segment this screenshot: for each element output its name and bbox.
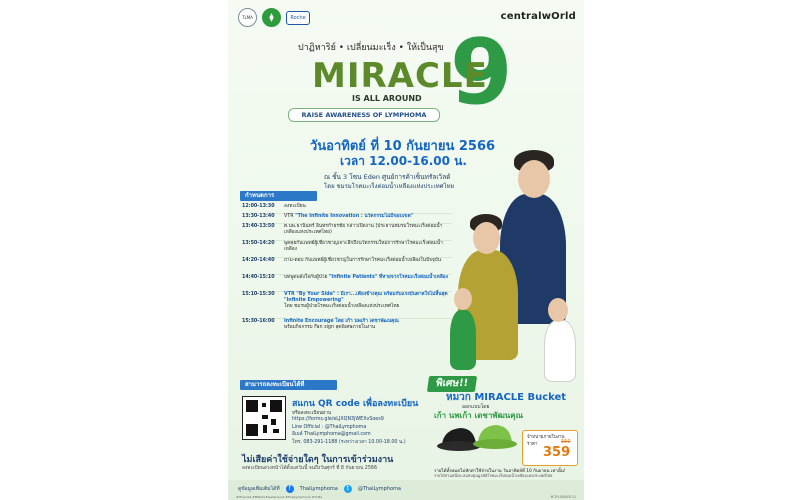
hashtags: #Miracle9 #MIRACLEisallaround #ThaiLymphoma #TLMA bbox=[236, 495, 323, 499]
agenda-highlight: "The Infinite Innovation : นวัตกรรมไม่มีขอบเขต" bbox=[295, 214, 414, 219]
agenda-row bbox=[242, 275, 452, 292]
tagline: ปาฏิหาริย์ • เปลี่ยนมะเร็ง • ให้เป็นสุข bbox=[298, 43, 444, 53]
woman-right bbox=[544, 320, 576, 382]
agenda-desc: บทพูดพลังใจกับผู้ป่วย bbox=[284, 275, 328, 280]
register-details bbox=[292, 416, 406, 446]
price-tag bbox=[522, 430, 578, 466]
agenda-desc: VTR bbox=[284, 214, 294, 219]
woman-right-face bbox=[548, 298, 568, 322]
register-email[interactable]: อีเมล์ ThaiLymphoma@gmail.com bbox=[292, 432, 371, 438]
agenda-row bbox=[242, 319, 452, 337]
woman-left bbox=[450, 310, 476, 370]
twitter-handle[interactable]: @ThaiLymphoma bbox=[357, 486, 401, 492]
agenda-row bbox=[242, 214, 452, 224]
register-phone: โทร. 083-291-1188 (ระหว่างเวลา 10.00-18.00 น.) bbox=[292, 439, 406, 445]
bucket-designer-label: ออกแบบโดย bbox=[462, 404, 490, 410]
donation-note: รายได้ส่วนหนึ่งจะสมทบทุนมูลนิธิโรคมะเร็งต่อมน้ำเหลืองแห่งประเทศไทย bbox=[434, 473, 553, 478]
event-title: MIRACLE bbox=[312, 56, 488, 96]
agenda-time: 12:00-13:30 bbox=[242, 204, 275, 209]
register-link[interactable]: https://forms.gle/eLJXQN3jWEXvSoes9 bbox=[292, 417, 384, 422]
agenda-time: 14:40-15:10 bbox=[242, 275, 275, 280]
special-badge: พิเศษ!! bbox=[427, 376, 477, 392]
agenda-time: 13:50-14:20 bbox=[242, 241, 275, 246]
agenda-time: 15:10-15:30 bbox=[242, 292, 275, 297]
man-face bbox=[518, 160, 550, 198]
agenda-row bbox=[242, 241, 452, 258]
bucket-title: หมวก MIRACLE Bucket bbox=[446, 392, 567, 403]
register-sub: หรือลงทะเบียนผ่าน bbox=[292, 411, 332, 416]
agenda-row bbox=[242, 258, 452, 275]
event-poster[interactable] bbox=[228, 0, 584, 500]
free-admission-sub: ลงทะเบียนล่วงหน้าได้ตั้งแต่วันนี้ จนถึงวันศุกร์ ที่ 8 กันยายน 2566 bbox=[242, 466, 378, 471]
agenda-highlight: "Infinite Patients" ที่หายจากโรคมะเร็งต่อมน้ำเหลือง bbox=[328, 275, 448, 280]
event-time: เวลา 12.00-16.00 น. bbox=[340, 154, 467, 168]
tlma-logo: TLMA bbox=[238, 8, 257, 27]
agenda-time: 15:30-16:00 bbox=[242, 319, 275, 324]
event-venue: ณ ชั้น 3 โซน Eden ศูนย์การค้าเซ็นทรัลเวิลด์ bbox=[324, 173, 451, 181]
agenda-row bbox=[242, 204, 452, 214]
price-new: 359 bbox=[543, 445, 571, 460]
woman-left-face bbox=[454, 288, 472, 310]
social-lead: ดูข้อมูลเพิ่มเติมได้ที่ bbox=[238, 486, 280, 492]
register-title: สแกน QR code เพื่อลงทะเบียน bbox=[292, 399, 419, 409]
agenda-highlight: โดย ชมรมผู้ป่วยโรคมะเร็งต่อมน้ำเหลืองแห่งประเทศไทย bbox=[284, 304, 400, 309]
singer-face bbox=[473, 222, 500, 254]
agenda-highlight: พร้อมกิจกรรม Fan sign สุดพิเศษภายในงาน bbox=[284, 325, 376, 330]
agenda-time: 13:30-13:40 bbox=[242, 214, 275, 219]
poster-footer bbox=[228, 480, 584, 500]
social-links bbox=[238, 485, 401, 493]
agenda-row bbox=[242, 224, 452, 241]
roche-logo: Roche bbox=[286, 11, 310, 25]
price-label-sale: จำหน่ายภายในงาน bbox=[527, 435, 565, 440]
agenda-time: 14:20-14:40 bbox=[242, 258, 275, 263]
register-qr-code[interactable] bbox=[242, 396, 286, 440]
agenda-desc: ถาม-ตอบ กับแพทย์ผู้เชี่ยวชาญในการรักษาโรคมะเร็งต่อมน้ำเหลืองในปัจจุบัน bbox=[284, 258, 441, 263]
agenda-list bbox=[242, 204, 452, 337]
ribbon-logo bbox=[262, 8, 281, 27]
agenda-heading: กำหนดการ bbox=[240, 191, 317, 201]
big-nine: 9 bbox=[450, 20, 513, 125]
agenda-desc: ลงทะเบียน bbox=[284, 204, 306, 209]
agenda-desc: VTR "By Your Side" : มีเรา...เคียงข้างคุณ พร้อมกับแรงบันดาลใจไม่สิ้นสุด "Infinite Empowering" bbox=[284, 292, 448, 303]
document-code: M-TH-00003111 bbox=[550, 495, 576, 499]
register-line[interactable]: Line Official : @ThaiLymphoma bbox=[292, 424, 367, 430]
bucket-designer: เก้า นพเก้า เดชาพัฒนคุณ bbox=[434, 411, 524, 420]
event-date: วันอาทิตย์ ที่ 10 กันยายน 2566 bbox=[310, 139, 496, 154]
sale-note: รายได้ทั้งหมดไม่หักค่าใช้จ่ายในงาน วันอาทิตย์ที่ 10 กันยายน เท่านั้น! bbox=[434, 469, 566, 474]
agenda-time: 13:40-13:50 bbox=[242, 224, 275, 229]
agenda-desc: ศ.นพ.ธานินทร์ อินทรกำธรชัย กล่าวเปิดงาน (ประธานชมรมโรคมะเร็งต่อมน้ำเหลืองแห่งประเทศไทย) bbox=[284, 224, 443, 235]
facebook-icon[interactable]: f bbox=[286, 485, 294, 493]
celebrity-photo bbox=[448, 150, 584, 390]
agenda-desc: Infinite Encourage โดย เก้า นพเก้า เดชาพัฒนคุณ bbox=[284, 319, 399, 324]
facebook-handle[interactable]: ThaiLymphoma bbox=[299, 486, 338, 492]
raise-banner: RAISE AWARENESS OF LYMPHOMA bbox=[288, 108, 440, 122]
price-label: ราคา bbox=[527, 442, 538, 447]
event-organizer: โดย ชมรมโรคมะเร็งต่อมน้ำเหลืองแห่งประเทศไทย bbox=[324, 183, 455, 190]
brand-logo: centralwOrld bbox=[500, 11, 576, 22]
bucket-hat-image bbox=[434, 422, 520, 456]
partner-logos bbox=[238, 8, 310, 27]
register-heading: สามารถลงทะเบียนได้ที่ bbox=[240, 380, 337, 390]
free-admission: ไม่เสียค่าใช้จ่ายใดๆ ในการเข้าร่วมงาน bbox=[242, 455, 394, 465]
twitter-icon[interactable]: t bbox=[344, 485, 352, 493]
event-subtitle: IS ALL AROUND bbox=[352, 94, 422, 103]
agenda-desc: พูดคุยกับแพทย์ผู้เชี่ยวชาญเจาะลึกถึงนวัตกรรมใหม่การรักษาโรคมะเร็งต่อมน้ำเหลือง bbox=[284, 241, 443, 252]
price-old: 150 bbox=[561, 439, 571, 445]
agenda-row bbox=[242, 292, 452, 319]
